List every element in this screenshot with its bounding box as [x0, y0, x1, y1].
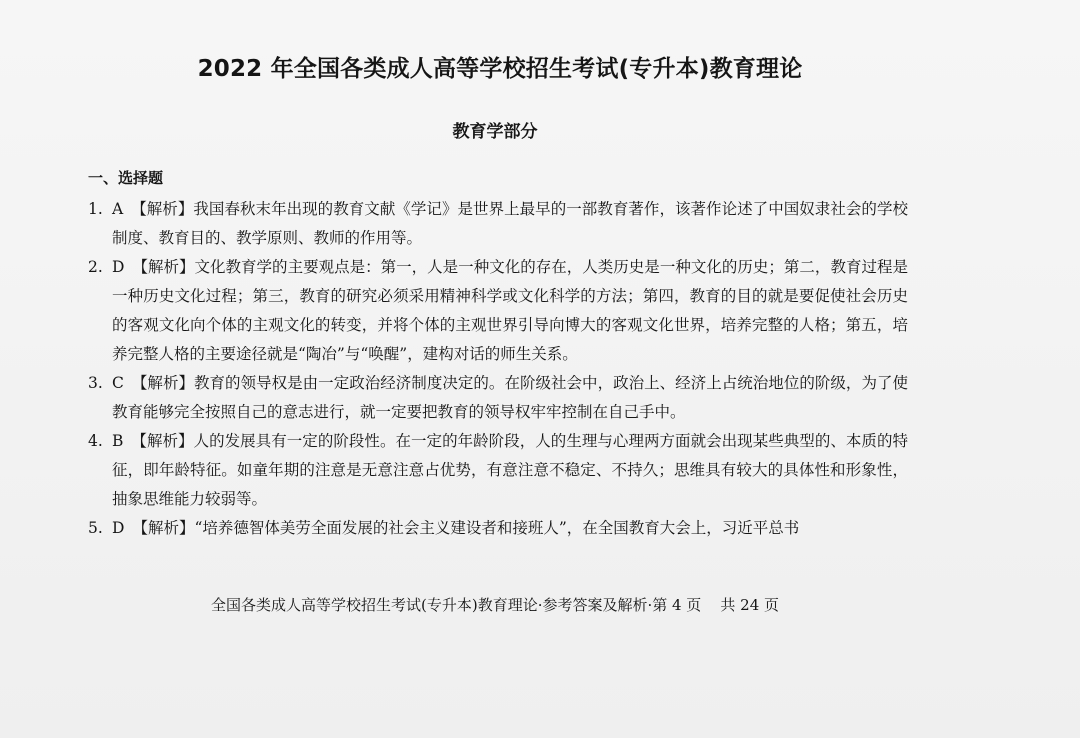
analysis-text: 我国春秋末年出现的教育文献《学记》是世界上最早的一部教育著作，该著作论述了中国奴隶社会的学校制度、教育目的、教学原则、教师的作用等。	[112, 200, 908, 247]
answer-item-5	[88, 514, 908, 543]
item-answer: D	[112, 519, 125, 537]
page-footer	[0, 594, 990, 615]
item-number: 1.	[88, 200, 103, 218]
section-heading: 教育学部分	[452, 122, 538, 142]
analysis-tag: 【解析】	[131, 374, 194, 392]
analysis-text: 教育的领导权是由一定政治经济制度决定的。在阶级社会中，政治上、经济上占统治地位的阶级，为了使教育能够完全按照自己的意志进行，就一定要把教育的领导权牢牢控制在自己手中。	[112, 374, 908, 421]
item-answer: B	[112, 432, 124, 450]
footer-text: 全国各类成人高等学校招生考试(专升本)教育理论·参考答案及解析·第 4 页 共 24 页	[210, 596, 780, 614]
subsection-heading: 一、选择题	[88, 169, 164, 187]
answer-item-3	[88, 369, 908, 427]
analysis-text: 文化教育学的主要观点是：第一，人是一种文化的存在，人类历史是一种文化的历史；第二，教育过程是一种历史文化过程；第三，教育的研究必须采用精神科学或文化科学的方法；第四，教育的目的就是要促使社会历史的客观文化向个体的主观文化的转变，并将个体的主观世界引导向博大的客观文化世界，培养完整的人格；第五，培养完整人格的主要途径就是“陶冶”与“唤醒”，建构对话的师生关系。	[112, 258, 908, 363]
analysis-tag: 【解析】	[131, 432, 194, 450]
item-answer: C	[112, 374, 124, 392]
analysis-tag: 【解析】	[131, 200, 194, 218]
answer-item-1	[88, 195, 908, 253]
analysis-text: “培养德智体美劳全面发展的社会主义建设者和接班人”，在全国教育大会上，习近平总书	[194, 519, 800, 537]
analysis-tag: 【解析】	[132, 258, 195, 276]
answer-list	[88, 195, 908, 543]
answer-item-2	[88, 253, 908, 369]
item-number: 3.	[88, 374, 103, 392]
item-number: 5.	[88, 519, 103, 537]
answer-item-4	[88, 427, 908, 514]
document-title: 2022 年全国各类成人高等学校招生考试(专升本)教育理论	[197, 56, 803, 82]
item-answer: D	[112, 258, 125, 276]
item-number: 2.	[88, 258, 103, 276]
analysis-tag: 【解析】	[132, 519, 195, 537]
item-answer: A	[112, 200, 124, 218]
analysis-text: 人的发展具有一定的阶段性。在一定的年龄阶段，人的生理与心理两方面就会出现某些典型的、本质的特征，即年龄特征。如童年期的注意是无意注意占优势，有意注意不稳定、不持久；思维具有较大的具体性和形象性，抽象思维能力较弱等。	[112, 432, 908, 508]
item-number: 4.	[88, 432, 103, 450]
